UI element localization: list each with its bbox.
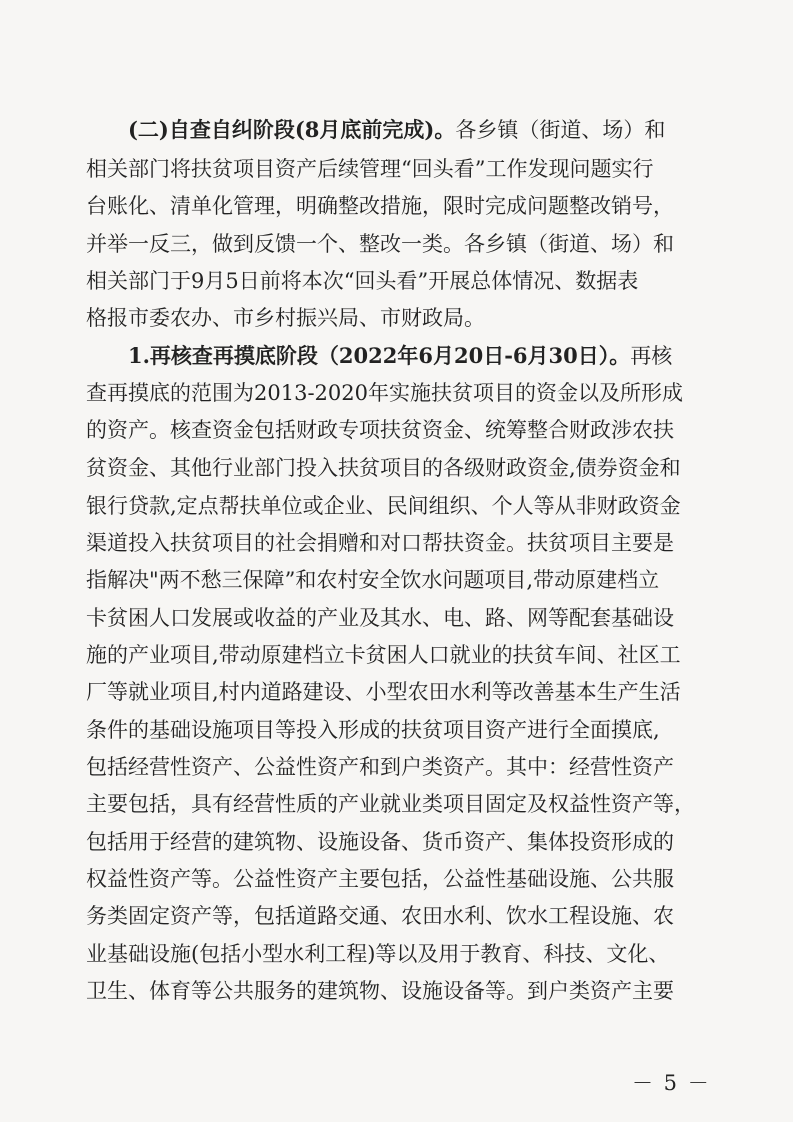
paragraph-line: 包括用于经营的建筑物、设施设备、货币资产、集体投资形成的	[86, 830, 674, 854]
paragraph-line: 贫资金、其他行业部门投入扶贫项目的各级财政资金,债券资金和	[86, 456, 681, 480]
section-2-heading: (二)自查自纠阶段(8月底前完成)。	[128, 117, 456, 142]
paragraph-line: 卫生、体育等公共服务的建筑物、设施设备等。到户类资产主要	[86, 979, 674, 1003]
paragraph-line: 主要包括，具有经营性质的产业就业类项目固定及权益性资产等，	[86, 792, 695, 816]
paragraph-line: 相关部门将扶贫项目资产后续管理“回头看”工作发现问题实行	[86, 157, 654, 181]
paragraph-line: 格报市委农办、市乡村振兴局、市财政局。	[86, 306, 485, 330]
paragraph-line: 权益性资产等。公益性资产主要包括，公益性基础设施、公共服	[86, 867, 674, 891]
paragraph-line: 业基础设施(包括小型水利工程)等以及用于教育、科技、文化、	[86, 942, 670, 966]
paragraph-line: 务类固定资产等，包括道路交通、农田水利、饮水工程设施、农	[86, 904, 674, 928]
paragraph-line: 包括经营性资产、公益性资产和到户类资产。其中：经营性资产	[86, 755, 674, 779]
item-1-heading: 1.再核查再摸底阶段（2022年6月20日-6月30日）。	[128, 343, 631, 368]
page-number: － 5 －	[632, 1071, 711, 1095]
paragraph-line: 银行贷款,定点帮扶单位或企业、民间组织、个人等从非财政资金	[86, 494, 681, 518]
paragraph-line: 指解决"两不愁三保障”和农村安全饮水问题项目,带动原建档立	[86, 568, 660, 592]
paragraph-line: 相关部门于9月5日前将本次“回头看”开展总体情况、数据表	[86, 269, 639, 293]
paragraph-line: 查再摸底的范围为2013-2020年实施扶贫项目的资金以及所形成	[86, 381, 683, 405]
paragraph-line: 渠道投入扶贫项目的社会捐赠和对口帮扶资金。扶贫项目主要是	[86, 531, 674, 555]
paragraph-line: 施的产业项目,带动原建档立卡贫困人口就业的扶贫车间、社区工	[86, 643, 681, 667]
paragraph-line: 卡贫困人口发展或收益的产业及其水、电、路、网等配套基础设	[86, 606, 674, 630]
paragraph-line: 条件的基础设施项目等投入形成的扶贫项目资产进行全面摸底,	[86, 718, 660, 742]
paragraph-line: 厂等就业项目,村内道路建设、小型农田水利等改善基本生产生活	[86, 680, 681, 704]
section-2-first-line-text: 各乡镇（街道、场）和	[455, 118, 666, 142]
section-2-first-line	[128, 113, 711, 147]
paragraph-line: 的资产。核查资金包括财政专项扶贫资金、统筹整合财政涉农扶	[86, 418, 674, 442]
paragraph-line: 并举一反三，做到反馈一个、整改一类。各乡镇（街道、场）和	[86, 232, 674, 256]
paragraph-line: 台账化、清单化管理，明确整改措施，限时完成问题整改销号，	[86, 194, 674, 218]
item-1-first-line	[128, 339, 711, 373]
item-1-first-line-text: 再核	[630, 344, 673, 368]
